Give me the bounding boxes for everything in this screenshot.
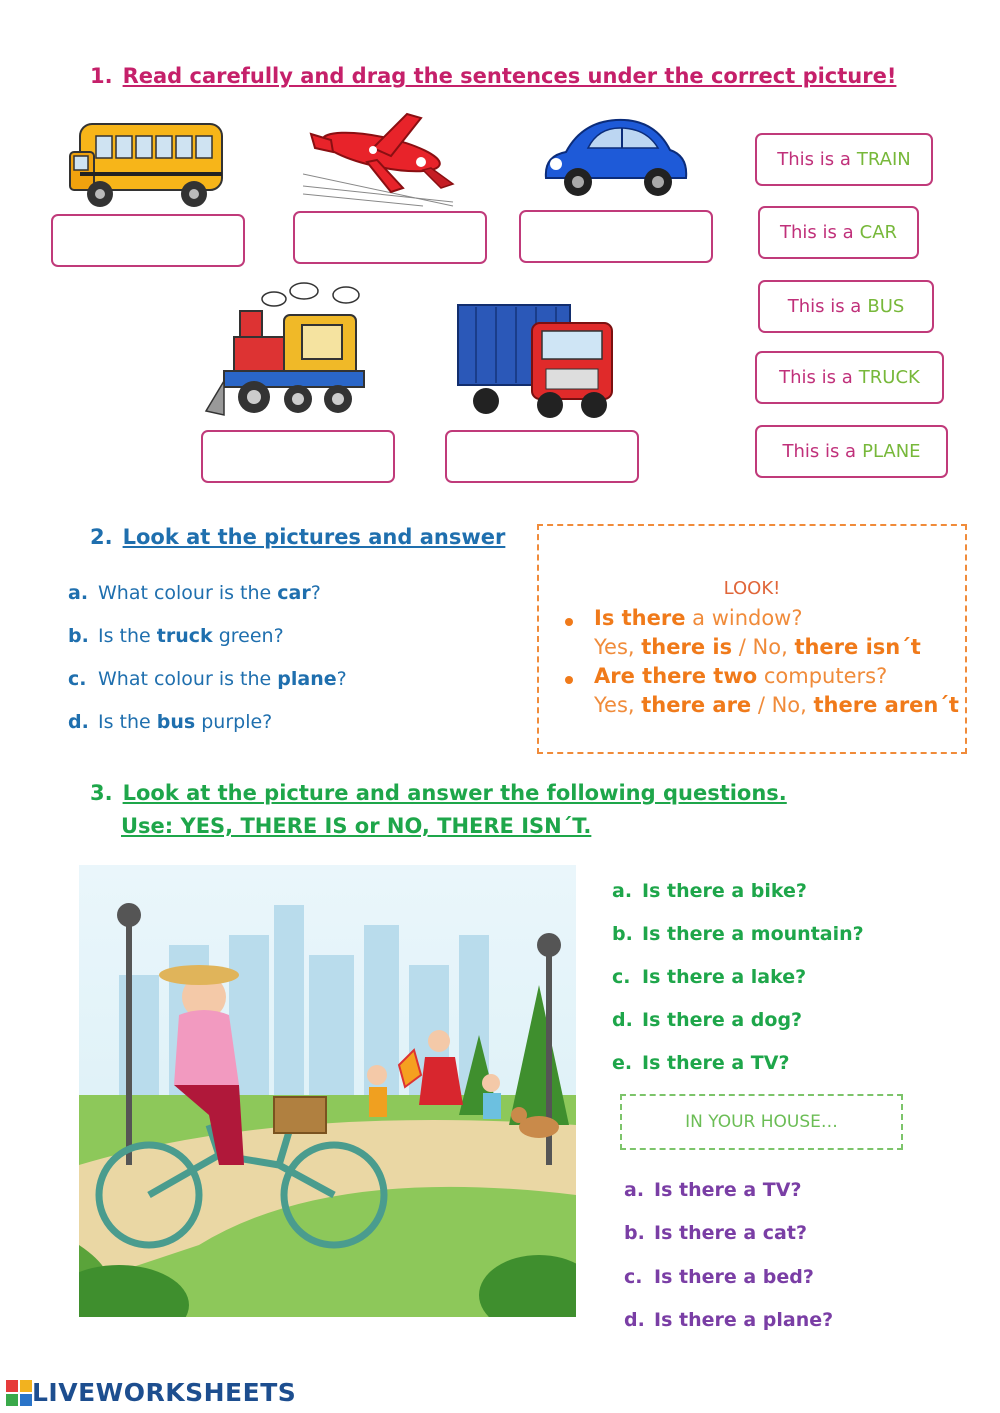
house-question-a: a. Is there a TV? [624, 1179, 802, 1201]
look-box [537, 524, 967, 754]
house-question-d: d. Is there a plane? [624, 1309, 834, 1331]
section3-heading: 3. Look at the picture and answer the following questions. [90, 781, 787, 805]
look-answer-1: Yes, there is / No, there isn´t [594, 635, 921, 659]
house-question-c: c. Is there a bed? [624, 1266, 814, 1288]
section1-heading: 1. Read carefully and drag the sentences under the correct picture! [90, 64, 897, 88]
bus-picture [66, 116, 228, 212]
sentence-option-bus[interactable]: This is a BUS [758, 280, 934, 333]
section3-question-a: a. Is there a bike? [612, 880, 807, 902]
liveworksheets-logo[interactable]: LIVEWORKSHEETS [6, 1378, 296, 1407]
look-question-2: Are there two computers? [594, 664, 888, 688]
section2-question-c: c. What colour is the plane? [68, 668, 347, 690]
bullet-icon [565, 618, 573, 626]
in-your-house-label: IN YOUR HOUSE… [620, 1094, 903, 1150]
section2-question-b: b. Is the truck green? [68, 625, 284, 647]
house-question-b: b. Is there a cat? [624, 1222, 807, 1244]
sentence-option-train[interactable]: This is a TRAIN [755, 133, 933, 186]
answer-box-train[interactable] [201, 430, 395, 483]
section3-subheading: Use: YES, THERE IS or NO, THERE ISN´T. [121, 814, 592, 838]
truck-picture [456, 297, 618, 421]
section3-question-e: e. Is there a TV? [612, 1052, 790, 1074]
section3-question-d: d. Is there a dog? [612, 1009, 803, 1031]
bullet-icon [565, 676, 573, 684]
train-picture [204, 281, 372, 421]
liveworksheets-logo-icon [6, 1380, 32, 1406]
section2-question-a: a. What colour is the car? [68, 582, 321, 604]
look-title: LOOK! [723, 578, 781, 599]
plane-picture [303, 112, 455, 208]
section2-question-d: d. Is the bus purple? [68, 711, 273, 733]
sentence-option-car[interactable]: This is a CAR [758, 206, 919, 259]
park-scene-picture [79, 865, 576, 1317]
sentence-option-truck[interactable]: This is a TRUCK [755, 351, 944, 404]
car-picture [536, 116, 690, 202]
answer-box-car[interactable] [519, 210, 713, 263]
answer-box-plane[interactable] [293, 211, 487, 264]
section3-question-b: b. Is there a mountain? [612, 923, 864, 945]
answer-box-bus[interactable] [51, 214, 245, 267]
look-answer-2: Yes, there are / No, there aren´t [594, 693, 959, 717]
look-question-1: Is there a window? [594, 606, 803, 630]
sentence-option-plane[interactable]: This is a PLANE [755, 425, 948, 478]
section3-question-c: c. Is there a lake? [612, 966, 807, 988]
section2-heading: 2. Look at the pictures and answer [90, 525, 506, 549]
answer-box-truck[interactable] [445, 430, 639, 483]
